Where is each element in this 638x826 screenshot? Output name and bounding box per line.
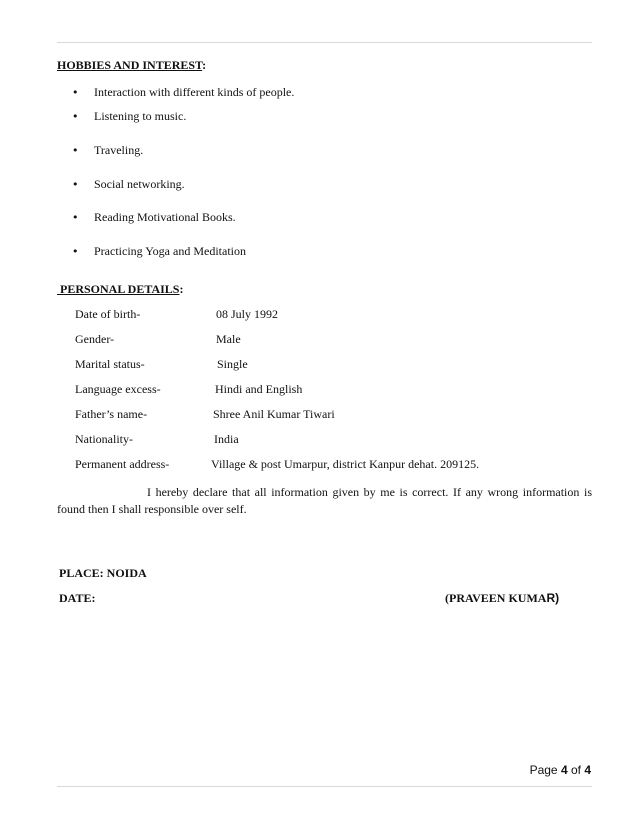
- detail-label: Permanent address-: [75, 457, 170, 471]
- hobbies-heading: HOBBIES AND INTEREST:: [57, 58, 207, 72]
- detail-label: Language excess-: [75, 382, 161, 396]
- detail-value: Shree Anil Kumar Tiwari: [213, 407, 335, 421]
- bullet-icon: •: [72, 86, 79, 99]
- top-divider: [57, 42, 592, 43]
- detail-value: Male: [216, 332, 241, 346]
- detail-value: Hindi and English: [215, 382, 303, 396]
- personal-details-heading: PERSONAL DETAILS:: [60, 282, 184, 296]
- detail-value: Village & post Umarpur, district Kanpur dehat. 209125.: [211, 457, 480, 471]
- detail-label: Gender-: [75, 332, 115, 346]
- bullet-icon: •: [72, 110, 79, 123]
- date-line: DATE:: [59, 591, 96, 605]
- declaration-text: I hereby declare that all information given by me is correct. If any wrong information is found then I shall responsible over self.: [57, 485, 592, 516]
- signature-name: (PRAVEEN KUMAR): [445, 591, 560, 605]
- detail-label: Nationality-: [75, 432, 133, 446]
- list-item: • Interaction with different kinds of people.: [72, 85, 295, 99]
- list-item: • Traveling.: [72, 143, 144, 157]
- detail-value: Single: [217, 357, 248, 371]
- detail-label: Marital status-: [75, 357, 145, 371]
- list-item: • Reading Motivational Books.: [72, 210, 236, 224]
- detail-value: India: [214, 432, 239, 446]
- list-item: • Social networking.: [72, 177, 185, 191]
- place-line: PLACE: NOIDA: [59, 566, 147, 580]
- list-item: • Practicing Yoga and Meditation: [72, 244, 246, 258]
- detail-value: 08 July 1992: [216, 307, 279, 321]
- bullet-icon: •: [72, 178, 79, 191]
- detail-label: Date of birth-: [75, 307, 141, 321]
- bullet-icon: •: [72, 245, 79, 258]
- bullet-icon: •: [72, 211, 79, 224]
- detail-label: Father’s name-: [75, 407, 148, 421]
- list-item: • Listening to music.: [72, 109, 187, 123]
- bottom-divider: [57, 786, 592, 787]
- bullet-icon: •: [72, 144, 79, 157]
- page-number: Page 4 of 4: [529, 763, 591, 777]
